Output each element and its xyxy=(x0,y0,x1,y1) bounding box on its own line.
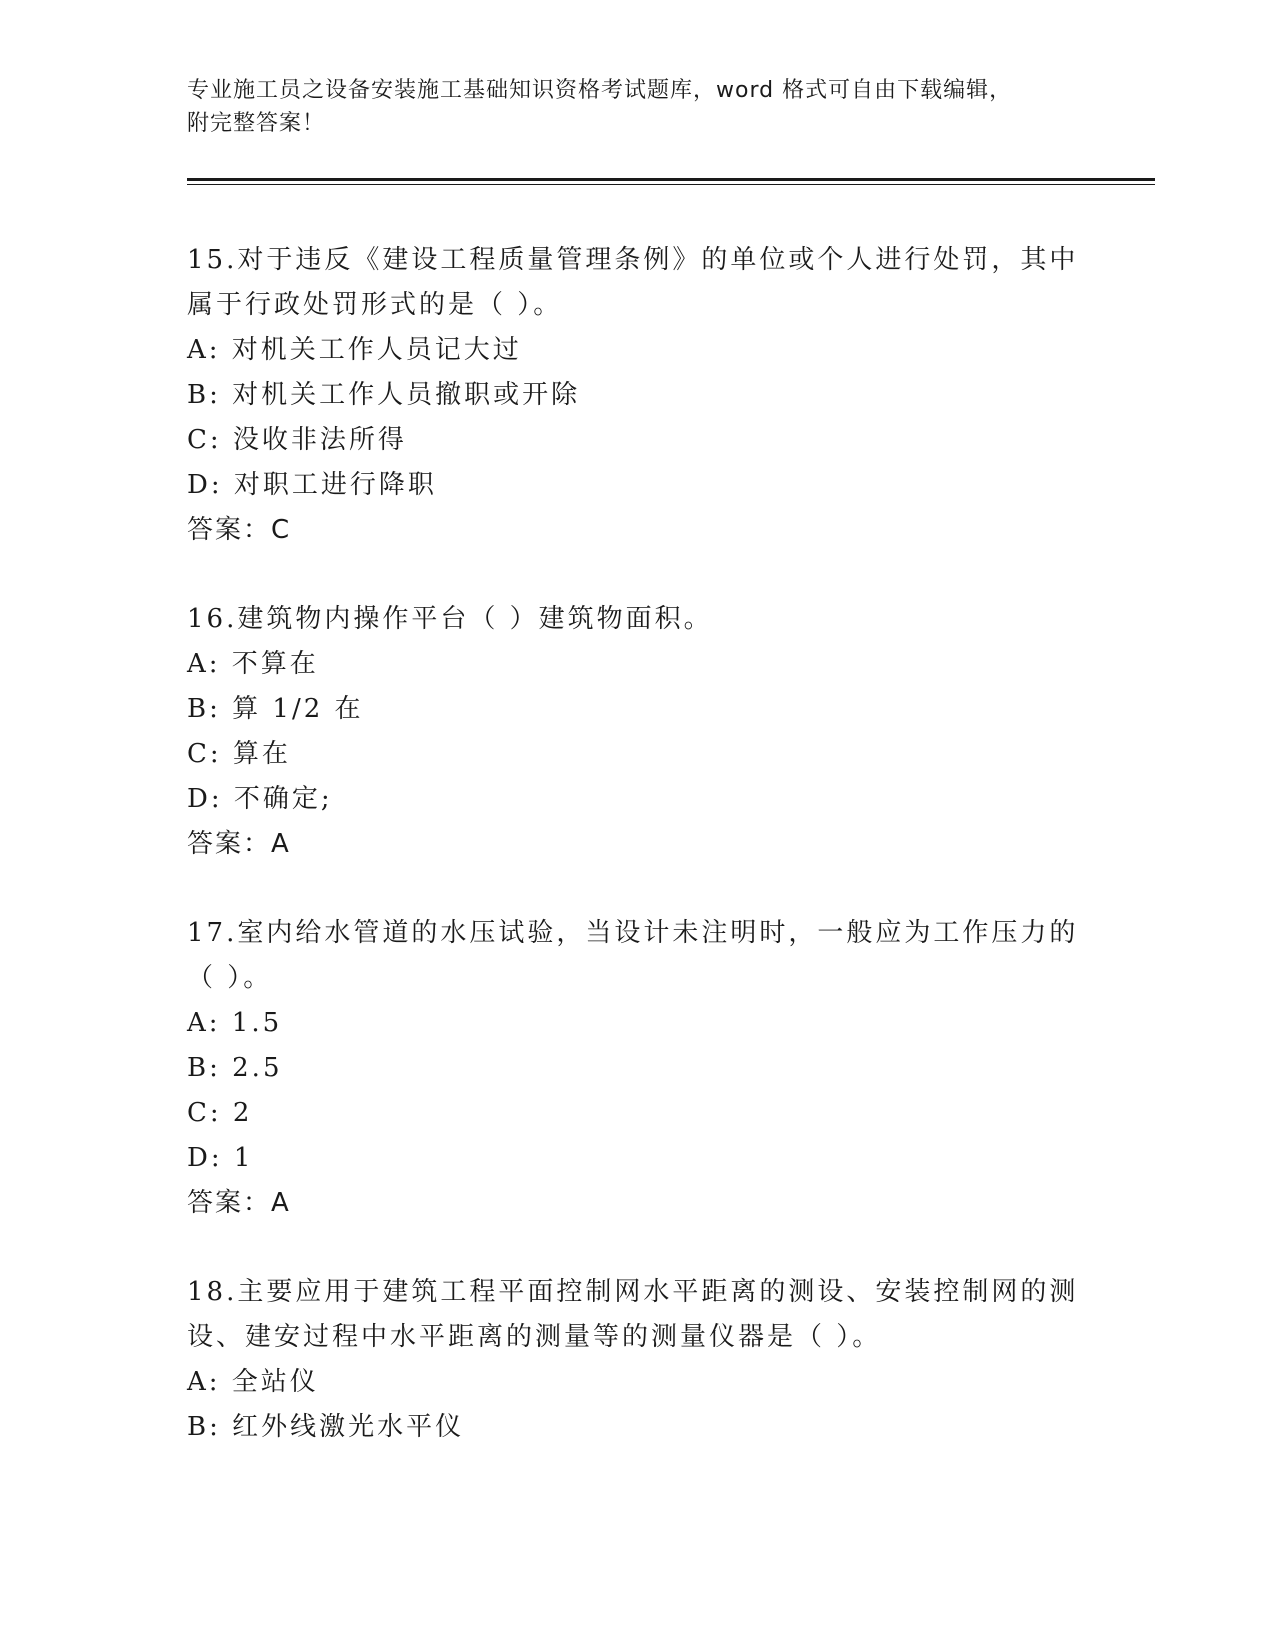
question-text: 18.主要应用于建筑工程平面控制网水平距离的测设、安装控制网的测设、建安过程中水平距离的测量等的测量仪器是（ ）。 xyxy=(187,1277,1079,1352)
question-16 xyxy=(187,597,1087,867)
question-text: 15.对于违反《建设工程质量管理条例》的单位或个人进行处罚，其中属于行政处罚形式的是（ ）。 xyxy=(187,245,1079,320)
option-b: B: 红外线激光水平仪 xyxy=(187,1412,465,1442)
option-a: A: 对机关工作人员记大过 xyxy=(187,335,522,365)
option-a: A: 不算在 xyxy=(187,649,319,679)
header-divider-thin xyxy=(187,184,1155,185)
question-text: 16.建筑物内操作平台（ ）建筑物面积。 xyxy=(187,604,713,634)
option-b: B: 对机关工作人员撤职或开除 xyxy=(187,380,581,410)
answer-line: 答案：A xyxy=(187,829,291,859)
option-a: A: 全站仪 xyxy=(187,1367,319,1397)
option-d: D: 1 xyxy=(187,1143,254,1173)
document-header xyxy=(187,74,1067,140)
option-c: C: 没收非法所得 xyxy=(187,425,407,455)
question-text: 17.室内给水管道的水压试验，当设计未注明时，一般应为工作压力的（ ）。 xyxy=(187,918,1079,993)
header-line-2: 附完整答案！ xyxy=(187,111,326,136)
option-d: D: 对职工进行降职 xyxy=(187,470,437,500)
question-18 xyxy=(187,1270,1087,1450)
header-divider-thick xyxy=(187,178,1155,181)
answer-line: 答案：C xyxy=(187,515,292,545)
option-b: B: 2.5 xyxy=(187,1053,283,1083)
answer-line: 答案：A xyxy=(187,1188,291,1218)
option-c: C: 2 xyxy=(187,1098,253,1128)
option-d: D: 不确定; xyxy=(187,784,333,814)
option-b: B: 算 1/2 在 xyxy=(187,694,364,724)
header-line-1: 专业施工员之设备安装施工基础知识资格考试题库，word 格式可自由下载编辑， xyxy=(187,78,1013,103)
question-17 xyxy=(187,911,1087,1226)
question-15 xyxy=(187,238,1087,553)
option-c: C: 算在 xyxy=(187,739,291,769)
question-list xyxy=(187,238,1087,1494)
option-a: A: 1.5 xyxy=(187,1008,283,1038)
